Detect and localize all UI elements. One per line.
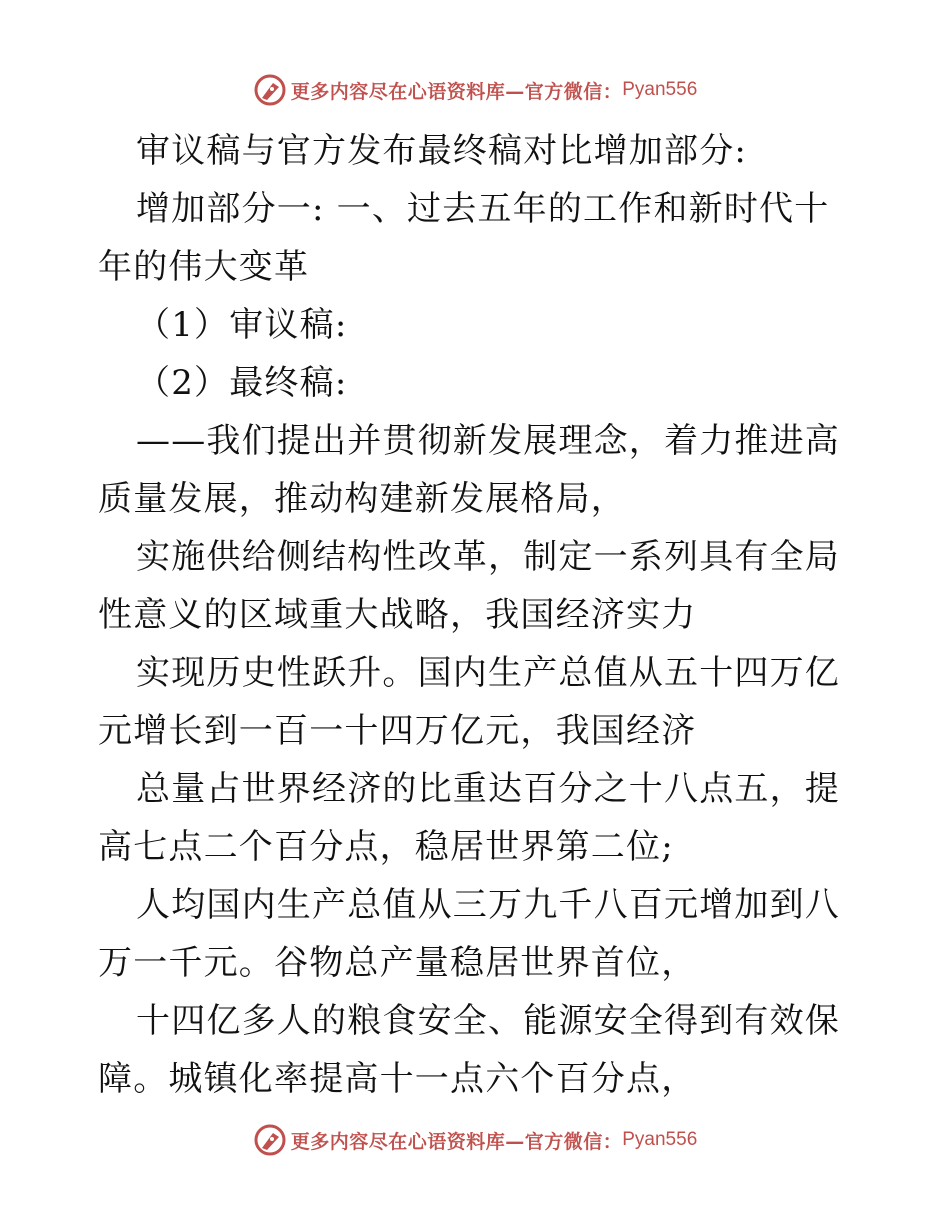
paragraph-body: 实现历史性跃升。国内生产总值从五十四万亿元增长到一百一十四万亿元，我国经济: [98, 653, 840, 751]
header-banner-text: 更多内容尽在心语资料库—官方微信：: [290, 80, 623, 103]
paragraph-section-heading: 增加部分一: 一、过去五年的工作和新时代十年的伟大变革: [98, 189, 830, 287]
footer-banner: [0, 1122, 950, 1158]
header-banner: [0, 72, 950, 108]
paragraph-body: 实施供给侧结构性改革，制定一系列具有全局性意义的区域重大战略，我国经济实力: [98, 537, 840, 635]
paragraph-body: 十四亿多人的粮食安全、能源安全得到有效保障。城镇化率提高十一点六个百分点，: [98, 1001, 840, 1099]
paragraph-final-label: （2）最终稿:: [136, 363, 348, 403]
pen-nib-circle-icon: [253, 1123, 287, 1157]
paragraph-body: ——我们提出并贯彻新发展理念，着力推进高质量发展，推动构建新发展格局，: [98, 421, 840, 519]
document-body: [98, 122, 858, 1108]
paragraph-body: 总量占世界经济的比重达百分之十八点五，提高七点二个百分点，稳居世界第二位;: [98, 769, 840, 867]
paragraph-body: 人均国内生产总值从三万九千八百元增加到八万一千元。谷物总产量稳居世界首位，: [98, 885, 840, 983]
header-banner-handle: Pyan556: [622, 79, 698, 100]
pen-nib-circle-icon: [253, 73, 287, 107]
footer-banner-handle: Pyan556: [622, 1129, 698, 1150]
footer-banner-text: 更多内容尽在心语资料库—官方微信：: [290, 1130, 623, 1153]
paragraph-draft-label: （1）审议稿:: [136, 305, 348, 345]
paragraph-title: 审议稿与官方发布最终稿对比增加部分:: [136, 131, 748, 171]
